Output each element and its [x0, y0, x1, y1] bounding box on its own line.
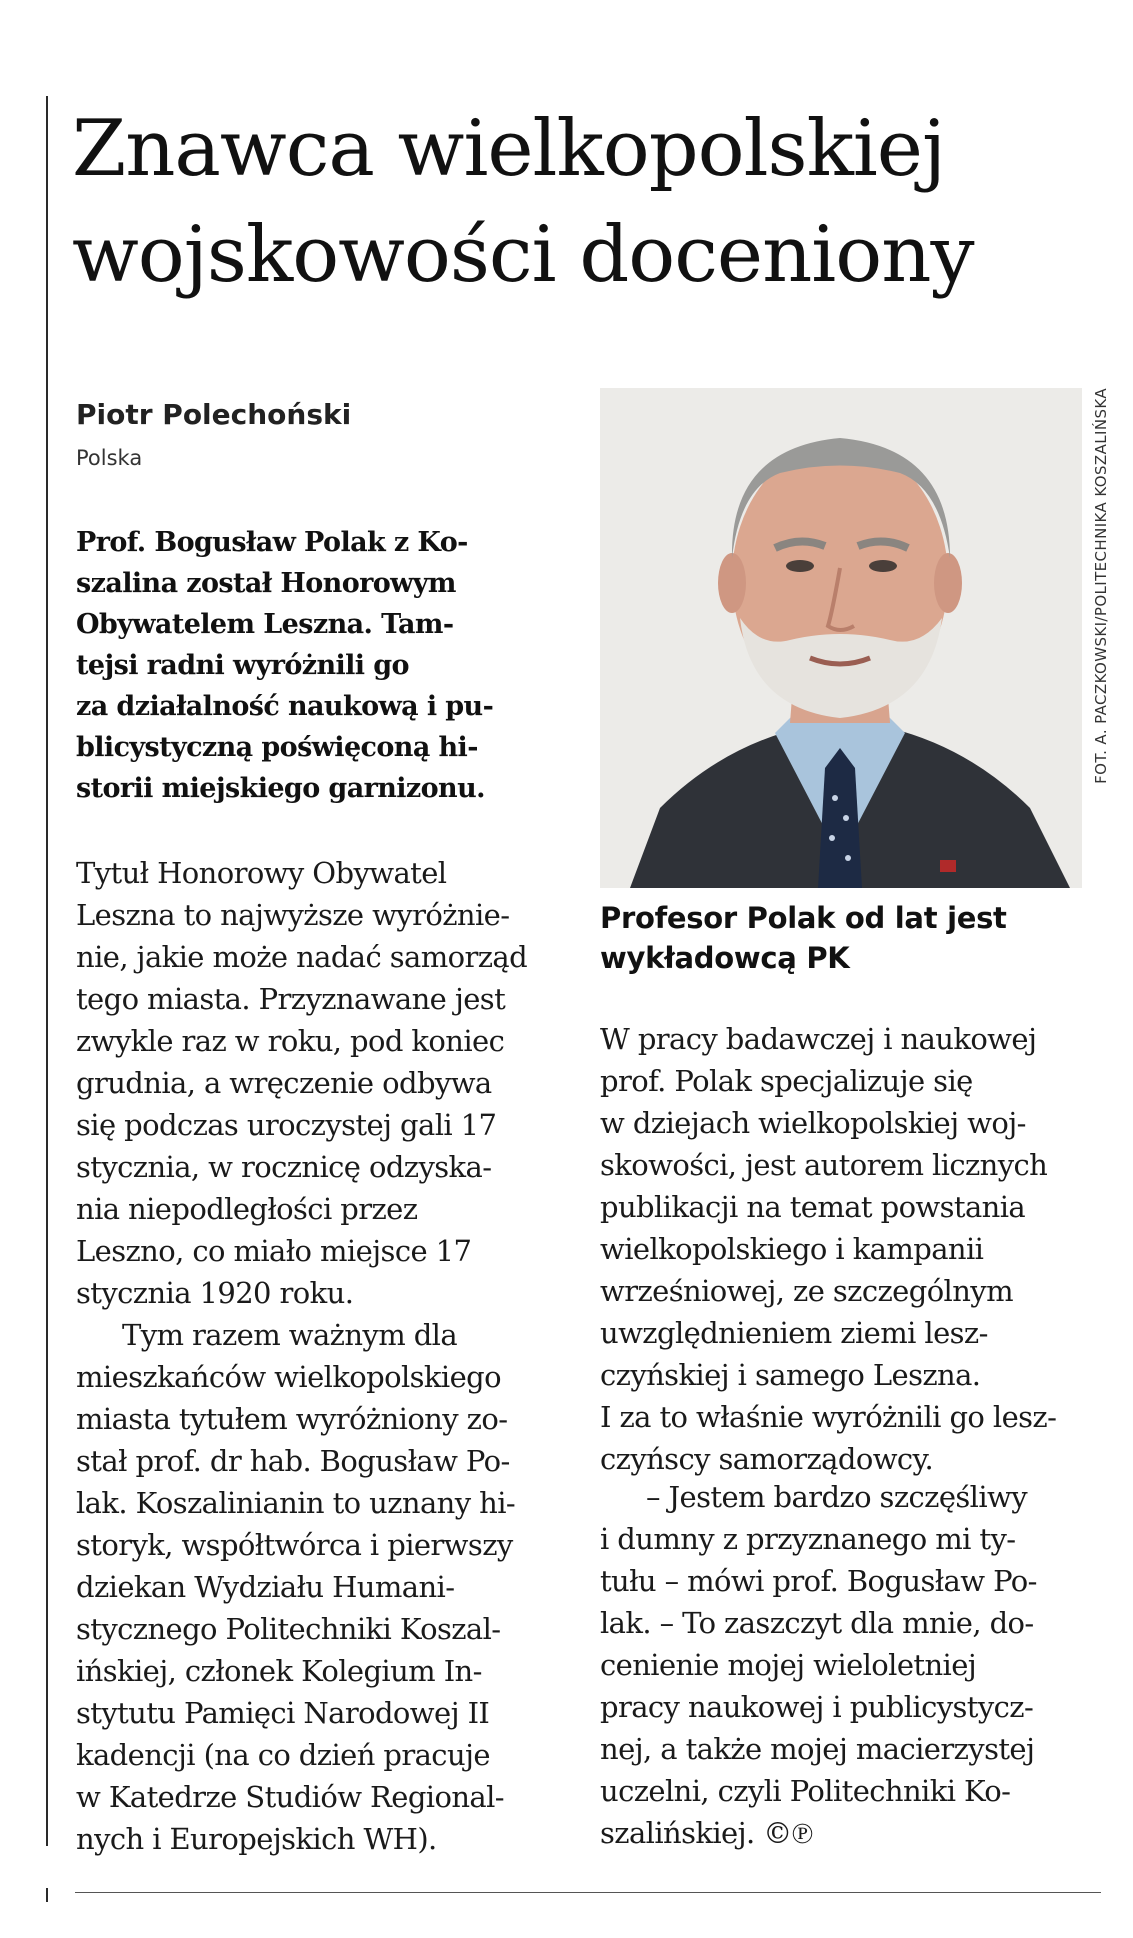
portrait-photo	[600, 388, 1082, 888]
body-paragraph-2: Tym razem ważnym dla mieszkańców wielkopolskiego miasta tytułem wyróżniony zo- stał prof. dr hab. Bogusław Po- lak. Koszalinianin to uznany hi- storyk, współtwórca i pierwszy dziekan Wydziału Humani- stycznego Politechniki Koszal- ińskiej, członek Kolegium In- stytutu Pamięci Narodowej II kadencji (na co dzień pracuje w Katedrze Studiów Regional- nych i Europejskich WH).	[76, 1318, 516, 1856]
body-paragraph-4: – Jestem bardzo szczęśliwy i dumny z przyznanego mi ty- tułu – mówi prof. Bogusław Po- lak. – To zaszczyt dla mnie, do- cenienie mojej wieloletniej pracy naukowej i publicystycz- nej, a także mojej macierzystej uczelni, czyli Politechniki Ko- szalińskiej. ©℗	[600, 1480, 1037, 1850]
body-paragraph-3: W pracy badawczej i naukowej prof. Polak specjalizuje się w dziejach wielkopolskiej woj- skowości, jest autorem licznych publikacji na temat powstania wielkopolskiego i kampanii wrześniowej, ze szczególnym uwzględnieniem ziemi lesz- czyńskiej i samego Leszna. I za to właśnie wyróżnili go lesz- czyńscy samorządowcy.	[600, 1022, 1057, 1476]
headline: Znawca wielkopolskiej wojskowości doceniony	[72, 104, 974, 300]
lead-paragraph: Prof. Bogusław Polak z Ko- szalina został Honorowym Obywatelem Leszna. Tam- tejsi radni wyróżnili go za działalność naukową i pu- blicystyczną poświęconą hi- storii miejskiego garnizonu.	[76, 527, 494, 804]
left-column-rule	[46, 96, 48, 1846]
bottom-rule	[75, 1892, 1101, 1893]
body-paragraph-1: Tytuł Honorowy Obywatel Leszna to najwyższe wyróżnie- nie, jakie może nadać samorząd tego miasta. Przyznawane jest zwykle raz w roku, pod koniec grudnia, a wręczenie odbywa się podczas uroczystej gali 17 stycznia, w rocznicę odzyska- nia niepodległości przez Leszno, co miało miejsce 17 stycznia 1920 roku.	[76, 856, 528, 1310]
photo-credit	[1090, 388, 1112, 888]
author-source: Polska	[76, 446, 143, 470]
photo-caption: Profesor Polak od lat jest wykładowcą PK	[600, 901, 1007, 975]
photo-credit-text: FOT. A. PACZKOWSKI/POLITECHNIKA KOSZALIŃSKA	[1092, 388, 1110, 784]
bottom-left-tick	[46, 1888, 48, 1902]
portrait-illustration	[600, 388, 1082, 888]
author-name: Piotr Polechoński	[76, 398, 352, 431]
